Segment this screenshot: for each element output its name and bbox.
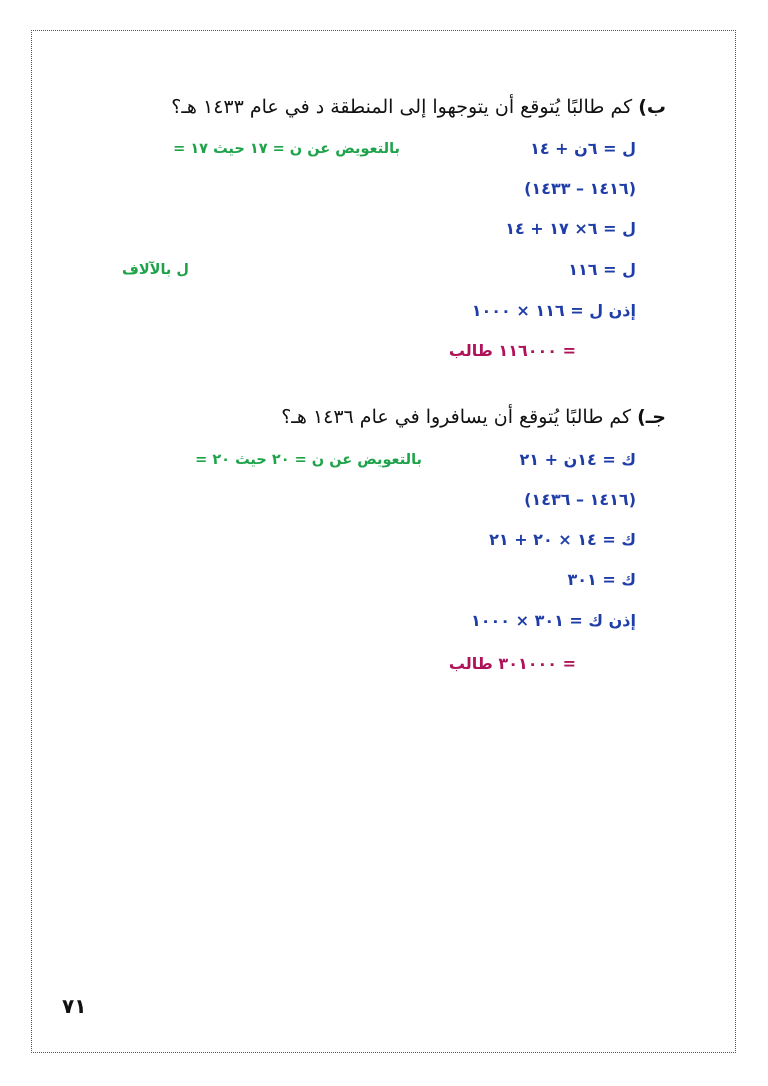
question-c-text: كم طالبًا يُتوقع أن يسافروا في عام ١٤٣٦ هـ؟ <box>281 406 632 428</box>
question-c <box>281 408 666 427</box>
page-number: ٧١ <box>62 994 87 1018</box>
b-equation-2: (١٤١٦ – ١٤٣٣) <box>524 179 636 198</box>
b-substitution-note: بالتعويض عن ن = ١٧ حيث ١٧ = <box>173 141 400 157</box>
b-equation-4: ل = ١١٦ <box>568 260 636 279</box>
c-equation-3: ك = ١٤ × ٢٠ + ٢١ <box>489 530 636 549</box>
b-equation-3: ل = ٦× ١٧ + ١٤ <box>505 219 636 238</box>
b-thousands-note: ل بالآلاف <box>122 262 189 278</box>
question-b <box>171 98 666 117</box>
question-c-label: جـ) <box>637 406 666 428</box>
b-equation-1: ل = ٦ن + ١٤ <box>530 139 636 158</box>
c-equation-2: (١٤١٦ – ١٤٣٦) <box>524 490 636 509</box>
c-result: = ٣٠١٠٠٠ طالب <box>448 654 576 673</box>
c-equation-5: إذن ك = ٣٠١ × ١٠٠٠ <box>470 611 636 630</box>
c-substitution-note: بالتعويض عن ن = ٢٠ حيث ٢٠ = <box>195 452 422 468</box>
b-result: = ١١٦٠٠٠ طالب <box>448 341 576 360</box>
question-b-text: كم طالبًا يُتوقع أن يتوجهوا إلى المنطقة د في عام ١٤٣٣ هـ؟ <box>171 96 633 118</box>
c-equation-4: ك = ٣٠١ <box>567 570 636 589</box>
b-equation-5: إذن ل = ١١٦ × ١٠٠٠ <box>471 301 636 320</box>
c-equation-1: ك = ١٤ن + ٢١ <box>519 450 636 469</box>
question-b-label: ب) <box>638 96 666 118</box>
